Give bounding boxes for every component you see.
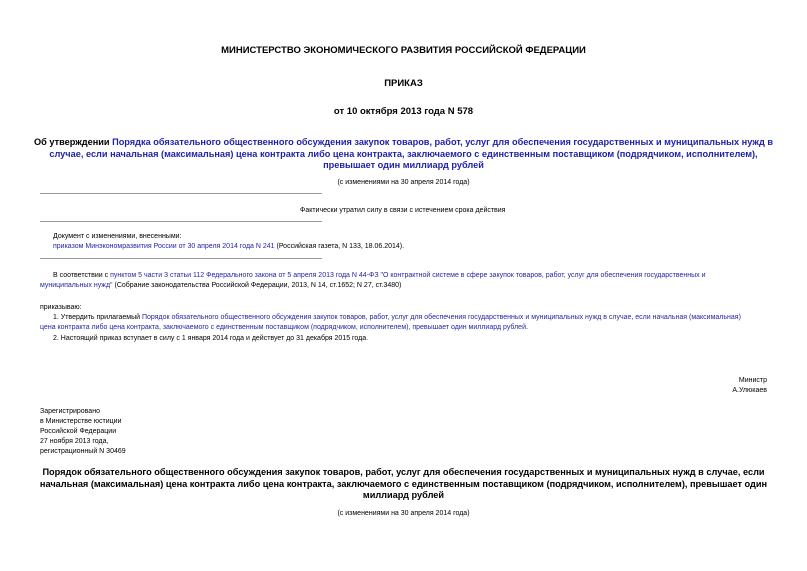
appendix-title: [0, 467, 807, 502]
doc-type-heading: ПРИКАЗ: [384, 78, 423, 89]
document-title: [0, 137, 807, 172]
divider-3: [40, 258, 322, 259]
registration-line: в Министерстве юстиции: [40, 418, 122, 425]
registration-block: [40, 407, 126, 457]
item-1-link-2[interactable]: цена контракта либо цена контракта, заключаемого с единственным поставщиком (подрядчиком, исполнителем), превышает один миллиард рублей: [40, 324, 526, 331]
changes-line: [53, 242, 404, 252]
title-link-line1[interactable]: Порядка обязательного общественного обсуждения закупок товаров, работ, услуг для обеспечения государственных и муниципальных нужд в: [112, 137, 773, 147]
signature-position: Министр: [738, 377, 767, 384]
preamble-link-1[interactable]: пунктом 5 части 3 статьи 112 Федерального закона от 5 апреля 2013 года N 44-ФЗ "О контрактной системе в сфере закупок товаров, работ, услуг для обеспечения государственных и: [110, 272, 706, 279]
preamble: [53, 271, 770, 281]
changes-link[interactable]: приказом Минэкономразвития России от 30 апреля 2014 года N 241: [53, 243, 275, 250]
registration-line: регистрационный N 30469: [40, 448, 126, 455]
item-1-link-1[interactable]: Порядок обязательного общественного обсуждения закупок товаров, работ, услуг для обеспечения государственных и муниципальных нужд в случае, если начальная (максимальная): [141, 314, 741, 321]
item-1-line1: [53, 313, 741, 323]
appendix-title-line1: Порядок обязательного общественного обсуждения закупок товаров, работ, услуг для обеспечения государственных и муниципальных нужд в случае, если: [42, 467, 765, 477]
preamble-lead: В соответствии с: [53, 272, 111, 279]
item-2: 2. Настоящий приказ вступает в силу с 1 января 2014 года и действует до 31 декабря 2015 года.: [53, 335, 369, 342]
registration-line: Российской Федерации: [40, 428, 117, 435]
preamble-tail: (Собрание законодательства Российской Федерации, 2013, N 14, ст.1652; N 27, ст.3480): [112, 282, 402, 289]
date-number-heading: от 10 октября 2013 года N 578: [333, 106, 474, 117]
signature-name: А.Улюкаев: [732, 387, 767, 394]
preamble-link-2[interactable]: муниципальных нужд": [40, 282, 113, 289]
item-1-lead: 1. Утвердить прилагаемый: [53, 314, 142, 321]
appendix-title-line2: начальная (максимальная) цена контракта либо цена контракта, заключаемого с единственным поставщиком (подрядчиком, исполнителем), превышает один: [39, 478, 768, 489]
item-1-line2: [40, 323, 528, 333]
changes-tail: (Российская газета, N 133, 18.06.2014).: [274, 243, 405, 250]
divider-1: [40, 193, 322, 194]
appendix-amendment-note: (с изменениями на 30 апреля 2014 года): [337, 510, 470, 517]
title-link-line3[interactable]: превышает один миллиард рублей: [323, 160, 484, 170]
changes-heading: Документ с изменениями, внесенными:: [53, 233, 182, 240]
appendix-title-line3: миллиард рублей: [362, 490, 445, 500]
registration-line: Зарегистрировано: [40, 408, 100, 415]
title-prefix: Об утверждении: [34, 137, 113, 147]
ministry-heading: МИНИСТЕРСТВО ЭКОНОМИЧЕСКОГО РАЗВИТИЯ РОССИЙСКОЙ ФЕДЕРАЦИИ: [221, 45, 586, 56]
amendment-note: (с изменениями на 30 апреля 2014 года): [337, 179, 470, 186]
title-link-line2[interactable]: случае, если начальная (максимальная) цена контракта либо цена контракта, заключаемого с единственным поставщиком (подрядчиком, исполнителем),: [49, 148, 758, 159]
registration-line: 27 ноября 2013 года,: [40, 438, 109, 445]
preamble-line2: [40, 281, 401, 291]
order-word: приказываю:: [40, 304, 82, 311]
item-1-tail: .: [525, 324, 528, 331]
divider-2: [40, 221, 322, 222]
status-note: Фактически утратил силу в связи с истечением срока действия: [300, 207, 506, 214]
